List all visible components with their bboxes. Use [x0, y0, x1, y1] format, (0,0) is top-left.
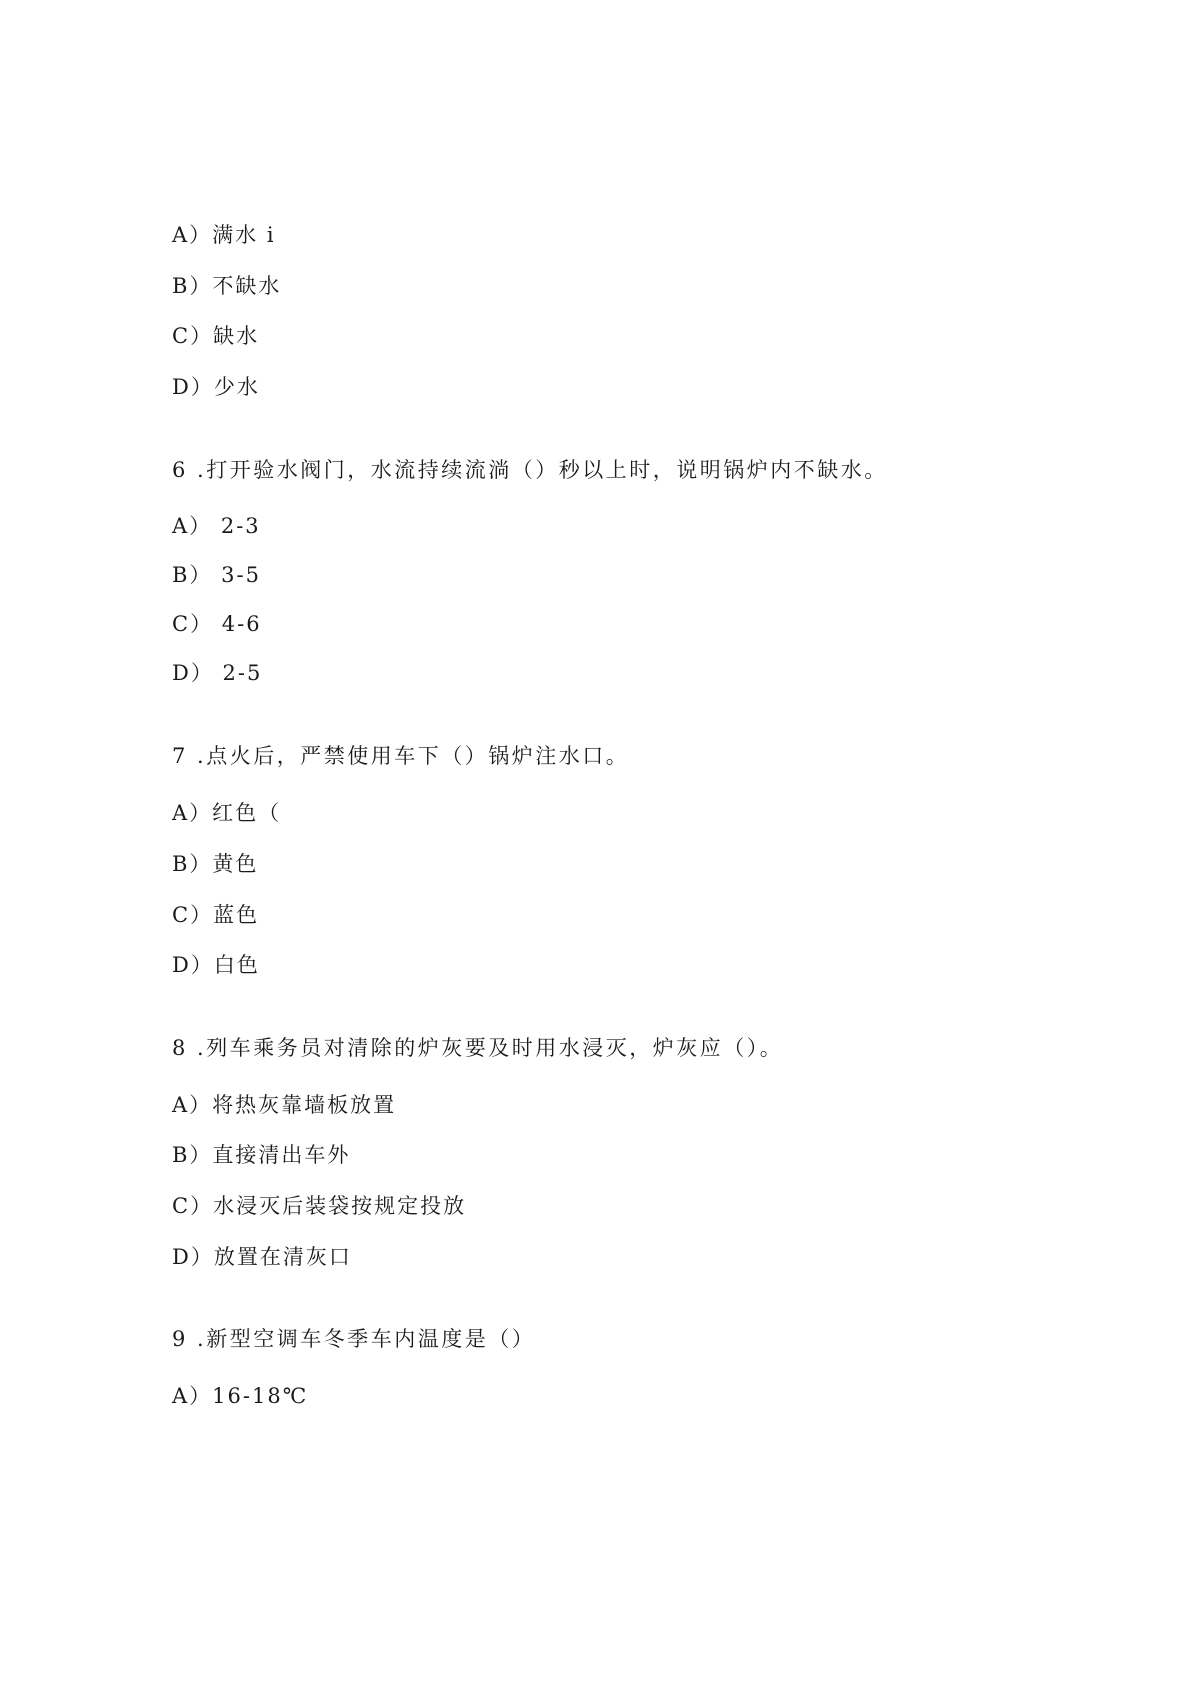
- question-9: 9 .新型空调车冬季车内温度是（）: [172, 1327, 536, 1351]
- option-8c: C）水浸灭后装袋按规定投放: [172, 1194, 467, 1218]
- option-6d: D） 2-5: [172, 661, 263, 685]
- option-5d: D）少水: [172, 375, 260, 399]
- option-7d: D）白色: [172, 953, 260, 977]
- option-8b: B）直接清出车外: [172, 1143, 351, 1167]
- option-5c: C）缺水: [172, 324, 260, 348]
- question-7: 7 .点火后，严禁使用车下（）锅炉注水口。: [172, 744, 630, 768]
- option-5a: A）满水 i: [172, 223, 276, 247]
- option-7c: C）蓝色: [172, 903, 260, 927]
- option-9a: A）16-18℃: [172, 1384, 309, 1408]
- option-6b: B） 3-5: [172, 563, 261, 587]
- option-8d: D）放置在清灰口: [172, 1245, 352, 1269]
- option-5b: B）不缺水: [172, 274, 282, 298]
- question-6: 6 .打开验水阀门，水流持续流淌（）秒以上时，说明锅炉内不缺水。: [172, 458, 888, 482]
- option-6a: A） 2-3: [172, 514, 261, 538]
- option-7b: B）黄色: [172, 852, 259, 876]
- option-6c: C） 4-6: [172, 612, 262, 636]
- question-8: 8 .列车乘务员对清除的炉灰要及时用水浸灭，炉灰应（）。: [172, 1036, 784, 1060]
- option-8a: A）将热灰靠墙板放置: [172, 1093, 397, 1117]
- option-7a: A）红色（: [172, 801, 282, 825]
